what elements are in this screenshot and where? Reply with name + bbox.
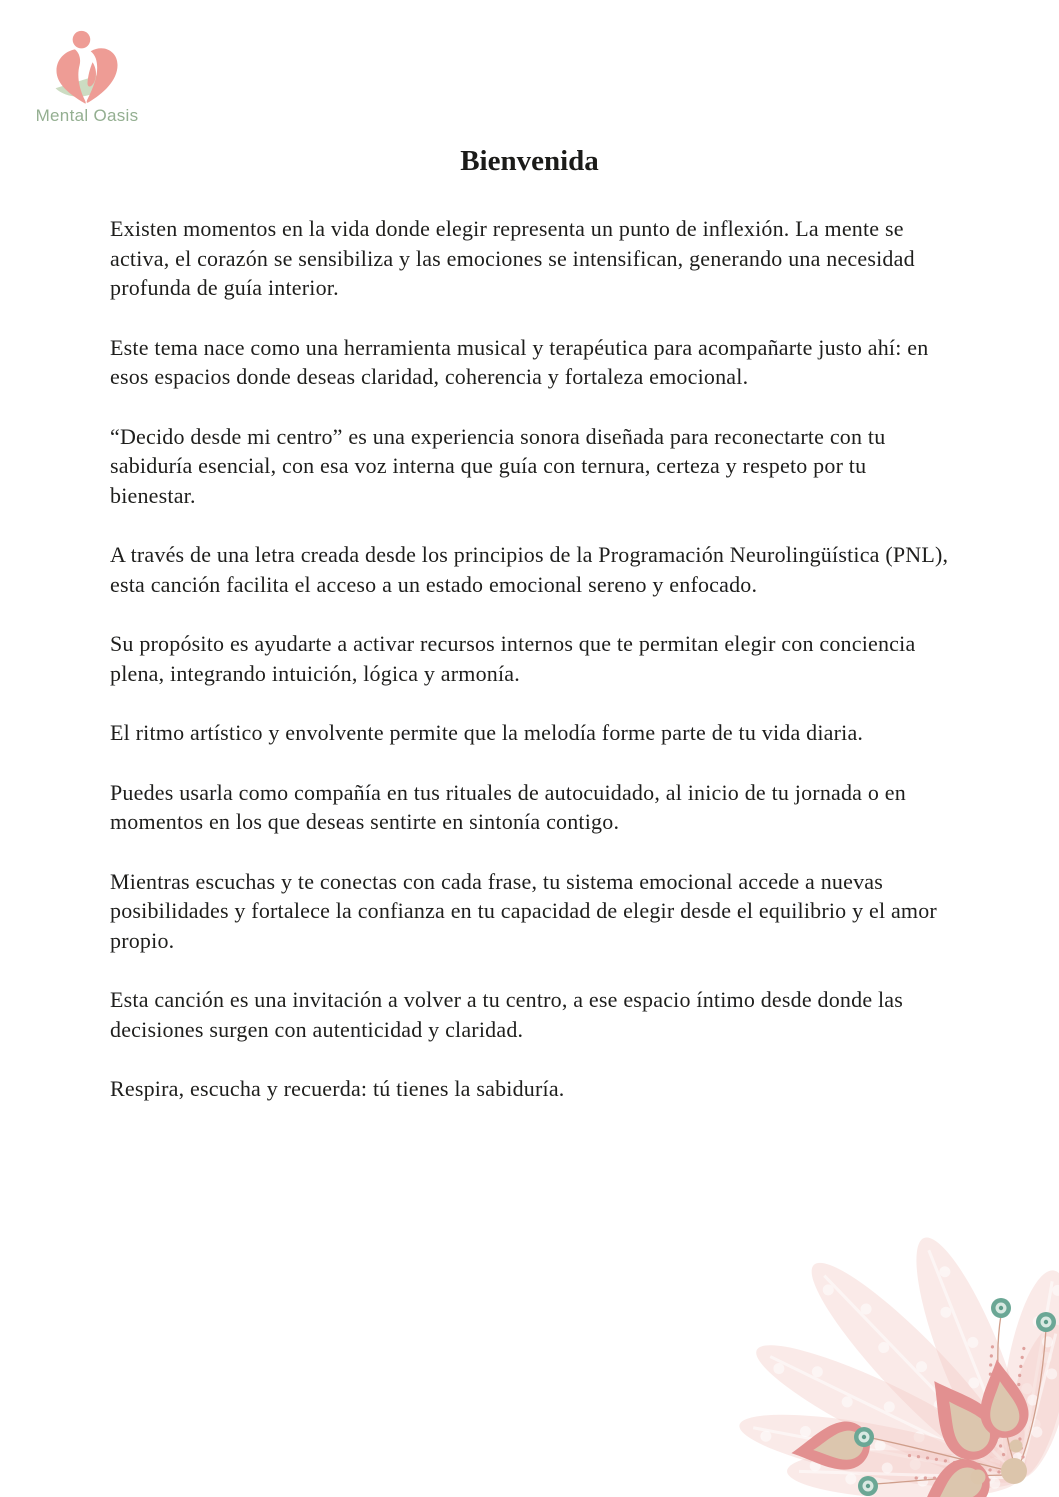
document-body [110, 214, 952, 1134]
page-title: Bienvenida [460, 145, 599, 177]
paragraph: Este tema nace como una herramienta musical y terapéutica para acompañarte justo ahí: en esos espacios donde deseas claridad, coherencia y fortaleza emocional. [110, 334, 929, 389]
paragraph: A través de una letra creada desde los principios de la Programación Neurolingüística (PNL), esta canción facilita el acceso a un estado emocional sereno y enfocado. [110, 542, 949, 597]
brand-name: Mental Oasis [35, 106, 139, 125]
flower-decoration-icon [639, 1175, 1059, 1497]
paragraph: Existen momentos en la vida donde elegir representa un punto de inflexión. La mente se activa, el corazón se sensibiliza y las emociones se intensifican, generando una necesidad profunda de guía interior. [110, 216, 915, 300]
paragraph: El ritmo artístico y envolvente permite que la melodía forme parte de tu vida diaria. [110, 720, 864, 745]
paragraph: Esta canción es una invitación a volver a tu centro, a ese espacio íntimo desde donde las decisiones surgen con autenticidad y claridad. [110, 987, 904, 1042]
paragraph: Respira, escucha y recuerda: tú tienes la sabiduría. [110, 1076, 565, 1101]
paragraph: Puedes usarla como compañía en tus rituales de autocuidado, al inicio de tu jornada o en momentos en los que deseas sentirte en sintonía contigo. [110, 779, 906, 834]
logo [24, 28, 150, 126]
paragraph: Mientras escuchas y te conectas con cada frase, tu sistema emocional accede a nuevas posibilidades y fortalece la confianza en tu capacidad de elegir desde el equilibrio y el amor propio. [110, 868, 937, 953]
mental-oasis-logo-icon [50, 28, 124, 104]
paragraph: “Decido desde mi centro” es una experiencia sonora diseñada para reconectarte con tu sabiduría esencial, con esa voz interna que guía con ternura, certeza y respeto por tu bienestar. [110, 423, 886, 508]
paragraph: Su propósito es ayudarte a activar recursos internos que te permitan elegir con conciencia plena, integrando intuición, lógica y armonía. [110, 631, 916, 686]
